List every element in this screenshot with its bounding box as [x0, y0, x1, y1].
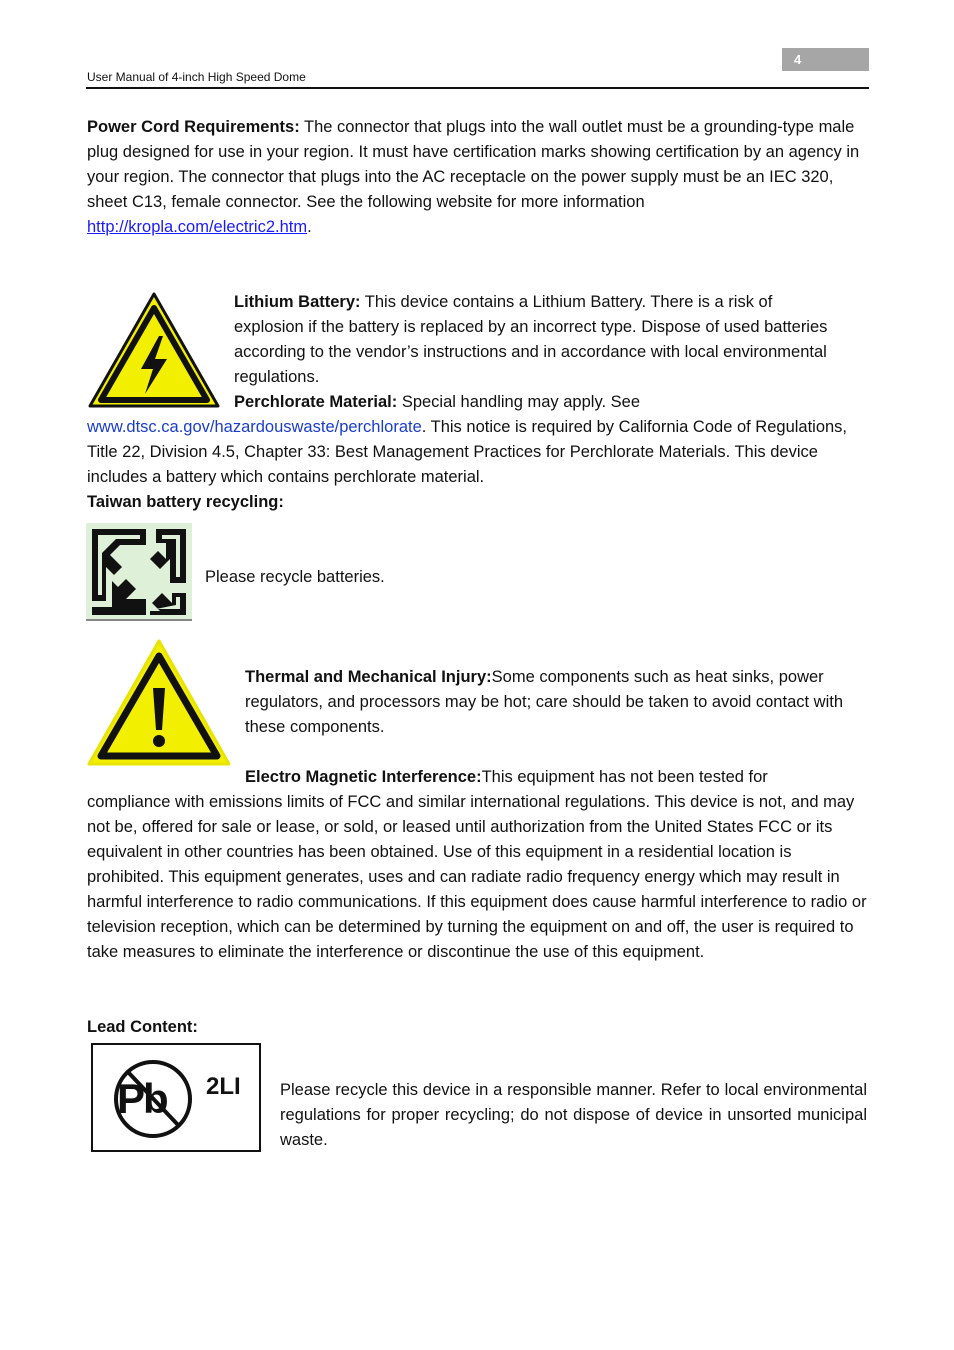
lead-code: 2LI: [206, 1073, 241, 1100]
perchlorate-paragraph: [87, 415, 877, 490]
emi-paragraph: compliance with emissions limits of FCC and similar international regulations. This device is not, and may not be, offered for sale or lease, or sold, or leased until authorization from the United States FCC or its equivalent in other countries has been obtained. Use of this equipment in a residential location is prohibited. This equipment generates, uses and can radiate radio frequency energy which may result in harmful interference to radio communications. If this equipment does cause harmful interference to radio or television reception, which can be determined by turning the equipment on and off, the user is required to take measures to eliminate the interference or discontinue the use of this equipment.: [87, 793, 867, 961]
power-cord-body: The connector that plugs into the wall outlet must be a grounding-type male plug designed for use in your region. It must have certification marks showing certification by an agency in your region. The connector that plugs into the AC receptacle on the power supply must be an IEC 320, sheet C13, female connector. See the following website for more information: [87, 118, 860, 211]
perchlorate-heading: Perchlorate Material:: [234, 393, 398, 411]
header-title: User Manual of 4-inch High Speed Dome: [87, 70, 306, 84]
power-cord-end: .: [307, 218, 312, 236]
taiwan-text: Please recycle batteries.: [205, 568, 385, 586]
perchlorate-body-a: Special handling may apply. See: [397, 393, 640, 411]
emi-body-first: This equipment has not been tested for: [481, 768, 768, 786]
kropla-link[interactable]: http://kropla.com/electric2.htm: [87, 218, 308, 236]
lithium-heading: Lithium Battery:: [234, 293, 361, 311]
page-number: 4: [782, 48, 869, 71]
electric-shock-warning-icon: [87, 291, 221, 410]
caution-warning-icon: [86, 638, 232, 768]
power-cord-paragraph: [87, 115, 872, 240]
lead-heading-line: [87, 1015, 198, 1040]
battery-recycling-icon: [86, 523, 192, 621]
perchlorate-body-b: . This notice is required by California Code of Regulations, Title 22, Division 4.5, Chapter 33: Best Management Practices for Perchlorate Materials. This device includes a battery which contains perchlorate material.: [87, 418, 848, 486]
thermal-heading: Thermal and Mechanical Injury:: [245, 668, 492, 686]
lead-heading: Lead Content:: [87, 1018, 198, 1036]
lithium-paragraph: [234, 290, 844, 390]
perchlorate-first-line: [234, 390, 834, 415]
lead-free-label: [91, 1043, 261, 1152]
header-divider: [86, 87, 869, 89]
power-cord-heading: Power Cord Requirements:: [87, 118, 300, 136]
pb-symbol: Pb: [117, 1075, 167, 1122]
lithium-body: This device contains a Lithium Battery. There is a risk of explosion if the battery is replaced by an incorrect type. Dispose of used batteries according to the vendor’s instructions and in accordance with local environmental regulations.: [234, 293, 828, 386]
dtsc-link[interactable]: www.dtsc.ca.gov/hazardouswaste/perchlorate: [87, 418, 422, 436]
taiwan-heading-line: [87, 490, 284, 515]
emi-first-line: [245, 765, 865, 790]
lead-paragraph: Please recycle this device in a responsible manner. Refer to local environmental regulations for proper recycling; do not dispose of device in unsorted municipal waste.: [280, 1081, 867, 1149]
taiwan-heading: Taiwan battery recycling:: [87, 493, 284, 511]
emi-heading: Electro Magnetic Interference:: [245, 768, 482, 786]
thermal-body: Some components such as heat sinks, power regulators, and processors may be hot; care should be taken to avoid contact with these components.: [245, 668, 844, 736]
thermal-paragraph: [245, 665, 855, 740]
